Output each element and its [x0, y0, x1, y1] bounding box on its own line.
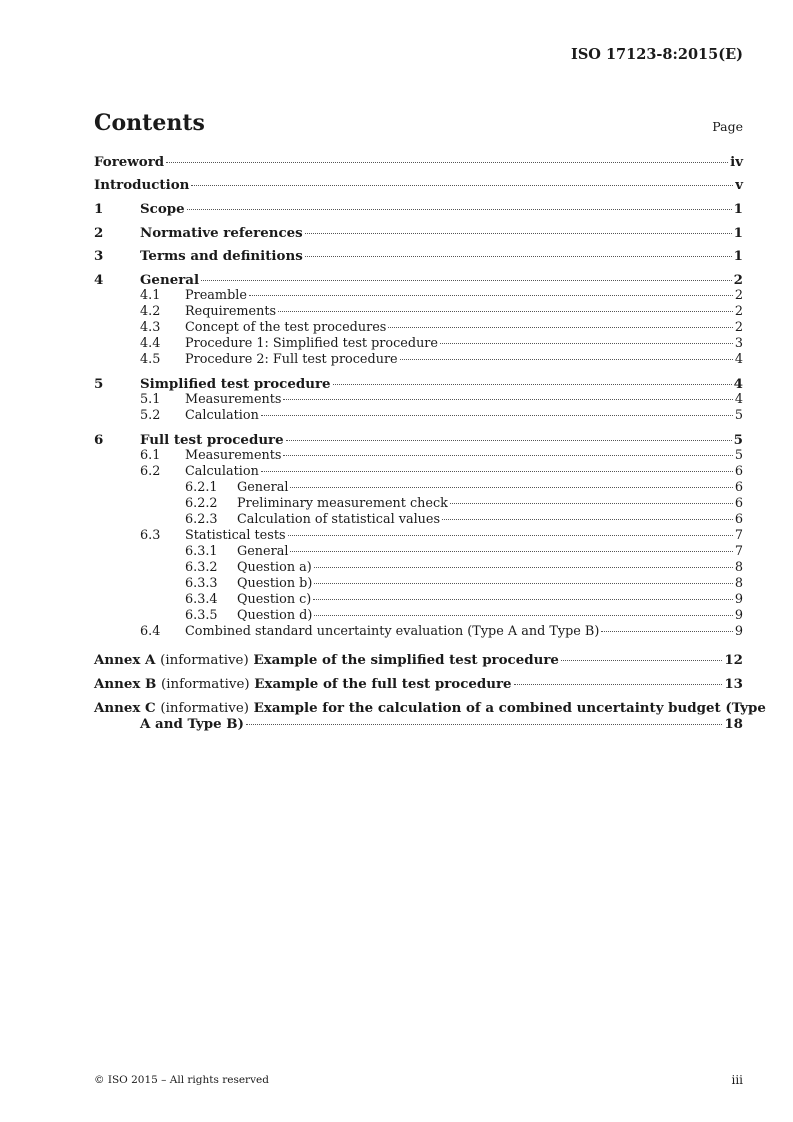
dot-leader [313, 599, 733, 600]
toc-section-number: 6.2 [140, 464, 161, 479]
toc-entry[interactable] [94, 464, 743, 479]
dot-leader [514, 684, 723, 685]
toc-page-number: 9 [734, 592, 743, 607]
dot-leader [246, 724, 722, 725]
toc-section-number: 2 [94, 225, 104, 241]
toc-entry[interactable] [94, 154, 743, 170]
toc-section-number: 6.1 [140, 448, 161, 463]
toc-entry-text: Calculation of statistical values [237, 512, 441, 527]
toc-section-number: 3 [94, 248, 104, 264]
dot-leader [286, 440, 732, 441]
toc-page-number: 4 [734, 352, 743, 367]
toc-page-number: 6 [734, 480, 743, 495]
toc-page-number: 1 [733, 248, 743, 264]
toc-section-number: 6 [94, 432, 104, 448]
toc-entry[interactable] [94, 272, 743, 288]
toc-page-number: 5 [734, 448, 743, 463]
toc-page-number: 5 [733, 432, 743, 448]
toc-entry-text: Question d) [237, 608, 313, 623]
toc-entry[interactable] [94, 544, 743, 559]
toc-section-number: 4.1 [140, 288, 161, 303]
dot-leader [187, 209, 732, 210]
toc-entry-text: General [237, 544, 289, 559]
toc-entry-text: Concept of the test procedures [185, 320, 387, 335]
document-identifier: ISO 17123-8:2015(E) [571, 46, 743, 63]
dot-leader [388, 327, 732, 328]
toc-entry[interactable] [94, 288, 743, 303]
toc-section-number: 4.3 [140, 320, 161, 335]
toc-page-number: 3 [734, 336, 743, 351]
dot-leader [601, 631, 733, 632]
toc-entry[interactable] [94, 177, 743, 193]
copyright-notice: © ISO 2015 – All rights reserved [94, 1074, 269, 1086]
toc-entry[interactable] [94, 480, 743, 495]
toc-entry[interactable] [94, 512, 743, 527]
toc-page-number: 1 [733, 201, 743, 217]
dot-leader [400, 359, 733, 360]
dot-leader [261, 415, 733, 416]
annex-title-continued: A and Type B) [140, 716, 244, 732]
toc-entry-text: General [237, 480, 289, 495]
toc-entry[interactable] [94, 576, 743, 591]
annex-informative: (informative) [160, 701, 249, 716]
dot-leader [191, 185, 733, 186]
toc-section-number: 5.2 [140, 408, 161, 423]
dot-leader [283, 399, 732, 400]
toc-page-number: 9 [734, 608, 743, 623]
toc-section-number: 6.3 [140, 528, 161, 543]
toc-entry-text: Procedure 1: Simplified test procedure [185, 336, 438, 351]
toc-entry-text: Normative references [140, 225, 303, 241]
toc-section-number: 6.3.5 [185, 608, 218, 623]
toc-section-number: 6.4 [140, 624, 161, 639]
toc-entry-text: Preamble [185, 288, 247, 303]
toc-entry-text [94, 676, 512, 692]
toc-section-number: 6.2.2 [185, 496, 218, 511]
annex-label: Annex B [94, 676, 157, 692]
toc-entry-text: Terms and definitions [140, 248, 303, 264]
toc-section-number: 5.1 [140, 392, 161, 407]
dot-leader [290, 551, 732, 552]
toc-entry[interactable] [94, 320, 743, 335]
toc-page-number: 4 [734, 392, 743, 407]
dot-leader [314, 567, 733, 568]
toc-section-number: 4.2 [140, 304, 161, 319]
toc-section-number: 4.5 [140, 352, 161, 367]
toc-entry-text: Measurements [185, 448, 282, 463]
dot-leader [333, 384, 732, 385]
toc-entry-text: Preliminary measurement check [237, 496, 448, 511]
dot-leader [261, 471, 733, 472]
toc-entry-text: Calculation [185, 408, 259, 423]
toc-entry[interactable] [94, 336, 743, 351]
toc-entry-annex-c-line1[interactable] [94, 700, 766, 716]
toc-page-number: 6 [734, 464, 743, 479]
toc-page-number: 2 [733, 272, 743, 288]
toc-page-number: 18 [724, 716, 743, 732]
dot-leader [278, 311, 733, 312]
footer-page-number: iii [731, 1073, 743, 1087]
dot-leader [283, 455, 732, 456]
toc-entry[interactable] [94, 376, 743, 392]
annex-title: Example of the full test procedure [254, 676, 512, 692]
toc-page-number: 2 [734, 304, 743, 319]
toc-entry[interactable] [94, 528, 743, 543]
toc-section-number: 1 [94, 201, 104, 217]
toc-entry[interactable] [94, 624, 743, 639]
toc-page-number: 5 [734, 408, 743, 423]
toc-entry[interactable] [94, 304, 743, 319]
toc-entry[interactable] [94, 248, 743, 264]
dot-leader [166, 162, 728, 163]
toc-page-number: 6 [734, 496, 743, 511]
toc-page-number: 8 [734, 560, 743, 575]
toc-entry-text: Question c) [237, 592, 312, 607]
page-title: Contents [94, 110, 205, 136]
dot-leader [561, 660, 722, 661]
toc-page-number: 7 [734, 528, 743, 543]
toc-entry-text: Full test procedure [140, 432, 284, 448]
toc-entry-text: Introduction [94, 177, 190, 193]
toc-entry-text: Calculation [185, 464, 259, 479]
toc-entry[interactable] [94, 432, 743, 448]
dot-leader [314, 583, 733, 584]
toc-entry-text: Combined standard uncertainty evaluation (Type A and Type B) [185, 624, 600, 639]
toc-page-number: 2 [734, 288, 743, 303]
toc-page-number: 8 [734, 576, 743, 591]
toc-section-number: 5 [94, 376, 104, 392]
toc-section-number: 6.2.1 [185, 480, 218, 495]
toc-entry[interactable] [94, 496, 743, 511]
toc-entry[interactable] [94, 201, 743, 217]
toc-entry[interactable] [94, 225, 743, 241]
dot-leader [440, 343, 733, 344]
page-column-label: Page [712, 119, 743, 134]
toc-page-number: 1 [733, 225, 743, 241]
dot-leader [249, 295, 733, 296]
toc-page-number: 4 [733, 376, 743, 392]
toc-section-number: 6.3.4 [185, 592, 218, 607]
toc-entry-annex-c-line2[interactable] [94, 716, 743, 732]
toc-entry-text: Foreword [94, 154, 165, 170]
toc-entry-text: Scope [140, 201, 185, 217]
toc-entry[interactable] [94, 408, 743, 423]
toc-entry[interactable] [94, 560, 743, 575]
toc-entry[interactable] [94, 392, 743, 407]
annex-informative: (informative) [161, 677, 250, 692]
toc-entry-text: Simplified test procedure [140, 376, 331, 392]
toc-section-number: 6.2.3 [185, 512, 218, 527]
dot-leader [288, 535, 733, 536]
toc-section-number: 4 [94, 272, 104, 288]
dot-leader [305, 233, 732, 234]
toc-entry[interactable] [94, 592, 743, 607]
toc-entry-annex-a[interactable] [94, 652, 743, 668]
toc-section-number: 6.3.2 [185, 560, 218, 575]
annex-label: Annex C [94, 700, 156, 716]
title-row [94, 110, 743, 140]
toc-page-number: 2 [734, 320, 743, 335]
toc-page-number: v [735, 177, 743, 193]
dot-leader [314, 615, 733, 616]
toc-page-number: 6 [734, 512, 743, 527]
dot-leader [450, 503, 733, 504]
toc-entry-text: Procedure 2: Full test procedure [185, 352, 398, 367]
toc-section-number: 6.3.3 [185, 576, 218, 591]
toc-section-number: 4.4 [140, 336, 161, 351]
dot-leader [290, 487, 732, 488]
toc-entry-text: Question a) [237, 560, 312, 575]
toc-entry-annex-b[interactable] [94, 676, 743, 692]
toc-section-number: 6.3.1 [185, 544, 218, 559]
dot-leader [442, 519, 733, 520]
annex-title: Example for the calculation of a combined uncertainty budget (Type [253, 700, 766, 716]
dot-leader [201, 280, 732, 281]
annex-title: Example of the simplified test procedure [253, 652, 559, 668]
toc-page-number: 9 [734, 624, 743, 639]
toc-entry[interactable] [94, 448, 743, 463]
toc-entry[interactable] [94, 352, 743, 367]
toc-entry-text: Measurements [185, 392, 282, 407]
annex-label: Annex A [94, 652, 156, 668]
dot-leader [305, 256, 732, 257]
toc-page-number: 7 [734, 544, 743, 559]
toc-page-number: iv [730, 154, 743, 170]
toc-page-number: 12 [724, 652, 743, 668]
toc-entry-text: Requirements [185, 304, 277, 319]
toc-entry-text: Question b) [237, 576, 313, 591]
toc-entry[interactable] [94, 608, 743, 623]
annex-informative: (informative) [160, 653, 249, 668]
toc-entry-text: Statistical tests [185, 528, 286, 543]
toc-entry-text [94, 652, 559, 668]
toc-entry-text: General [140, 272, 200, 288]
toc-page-number: 13 [724, 676, 743, 692]
